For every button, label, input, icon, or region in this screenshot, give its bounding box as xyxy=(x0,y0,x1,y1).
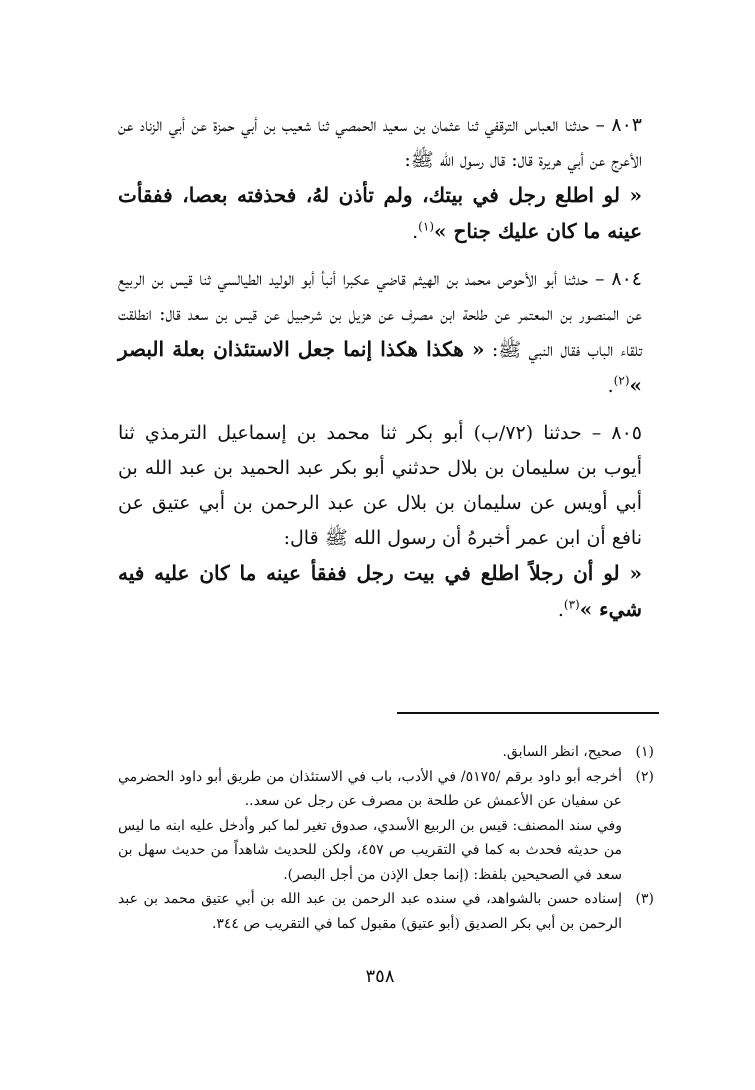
hadith-803: ٨٠٣ – حدثنا العباس الترقفي ثنا عثمان بن سعيد الحمصي ثنا شعيب بن أبي حمزة عن أبي الزناد عن الأعرج عن أبي هريرة قال: قال رسول الله ﷺ: « لو اطلع رجل في بيتك، ولم تأذن لهُ، فحذفته بعصا، ففقأت عينه ما كان عليك جناح »$^{(١)}$. xyxy=(118,114,642,243)
footnote-1 xyxy=(118,740,654,765)
hadith-804-footnote-ref[interactable]: (٢) xyxy=(613,373,630,388)
hadith-803-quote: « لو اطلع رجل في بيتك، ولم تأذن لهُ، فحذفته بعصا، ففقأت عينه ما كان عليك جناح » xyxy=(118,183,642,243)
footnote-text: أخرجه أبو داود برقم /٥١٧٥/ في الأدب، باب في الاستئذان من طريق أبو داود الحضرمي عن سفيان عن الأعمش عن طلحة بن مصرف عن رجل عن سعد.. xyxy=(118,768,622,809)
hadith-803-chain: ٨٠٣ – حدثنا العباس الترقفي ثنا عثمان بن سعيد الحمصي ثنا شعيب بن أبي حمزة عن أبي الزناد عن الأعرج عن أبي هريرة قال: قال رسول الله ﷺ: xyxy=(118,114,642,171)
footnote-text: صحيح، انظر السابق. xyxy=(502,744,622,760)
hadith-805-footnote-ref[interactable]: (٣) xyxy=(563,597,580,612)
footnote-number: (٣) xyxy=(635,891,654,907)
footnote-text: إسناده حسن بالشواهد، في سنده عبد الرحمن بن عبد الله بن أبي عتيق محمد بن عبد الرحمن بن أبي بكر الصديق (أبو عتيق) مقبول كما في التقريب ص ٣٤٤. xyxy=(118,891,622,932)
hadith-805-quote: « لو أن رجلاً اطلع في بيت رجل ففقأ عينه ما كان عليه فيه شيء » xyxy=(118,561,642,621)
footnote-3 xyxy=(118,887,654,936)
main-text xyxy=(118,108,642,640)
hadith-803-footnote-ref[interactable]: (١) xyxy=(418,219,434,234)
hadith-805-chain: ٨٠٥ – حدثنا (٧٢/ب) أبو بكر ثنا محمد بن إسماعيل الترمذي ثنا أيوب بن سليمان بن بلال حدثني أبو بكر عبد الحميد بن عبد الله بن أبي أويس عن سليمان بن بلال عن عبد الرحمن بن أبي عتيق عن نافع أن ابن عمر أخبرهُ أن رسول الله ﷺ قال: xyxy=(118,422,642,549)
footnote-number: (١) xyxy=(635,744,654,760)
footnote-2 xyxy=(118,765,654,888)
page-number: ٣٥٨ xyxy=(365,966,395,987)
hadith-804: ٨٠٤ – حدثنا أبو الأحوص محمد بن الهيثم قاضي عكبرا أنبأ أبو الوليد الطيالسي ثنا قيس بن الربيع عن المنصور بن المعتمر عن طلحة ابن مصرف عن هزيل بن شرحبيل عن قيس بن سعد قال: انطلقت تلقاء الباب فقال النبي ﷺ: « هكذا هكذا إنما جعل الاستئذان بعلة البصر »$^{(٢)}$. xyxy=(118,268,642,397)
footnote-text: وفي سند المصنف: قيس بن الربيع الأسدي، صدوق تغير لما كبر وأدخل عليه ابنه ما ليس من حديثه فحدث به كما في التقريب ص ٤٥٧، ولكن للحديث شاهداً من حديث سهل بن سعد في الصحيحين بلفظ: (إنما جعل الإذن من أجل البصر). xyxy=(118,817,622,883)
footnote-number: (٢) xyxy=(635,768,654,785)
footnote-separator xyxy=(397,712,659,714)
footnotes xyxy=(118,740,654,936)
hadith-804-quote: « هكذا هكذا إنما جعل الاستئذان بعلة البصر » xyxy=(118,337,642,397)
hadith-804-chain: ٨٠٤ – حدثنا أبو الأحوص محمد بن الهيثم قاضي عكبرا أنبأ أبو الوليد الطيالسي ثنا قيس بن الربيع عن المنصور بن المعتمر عن طلحة ابن مصرف عن هزيل بن شرحبيل عن قيس بن سعد قال: انطلقت تلقاء الباب فقال النبي ﷺ: xyxy=(118,268,642,361)
hadith-805: ٨٠٥ – حدثنا (٧٢/ب) أبو بكر ثنا محمد بن إسماعيل الترمذي ثنا أيوب بن سليمان بن بلال حدثني أبو بكر عبد الحميد بن عبد الله بن أبي أويس عن سليمان بن بلال عن عبد الرحمن بن أبي عتيق عن نافع أن ابن عمر أخبرهُ أن رسول الله ﷺ قال: « لو أن رجلاً اطلع في بيت رجل ففقأ عينه ما كان عليه فيه شيء »$^{(٣)}$. xyxy=(118,422,642,621)
